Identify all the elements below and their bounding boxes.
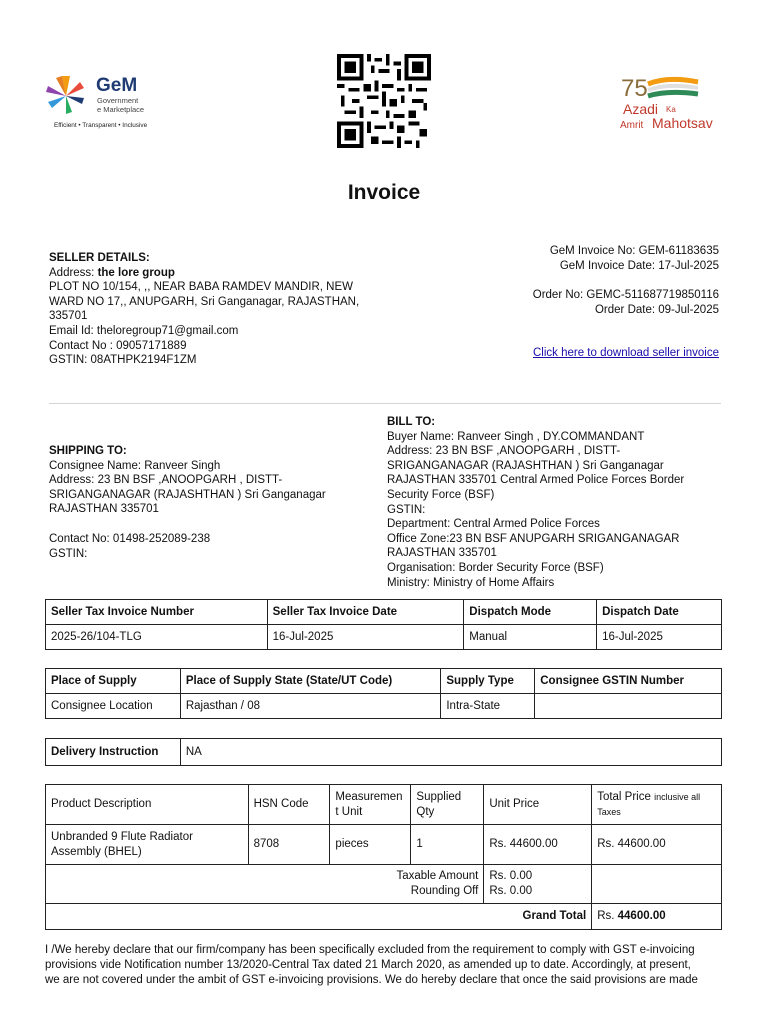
header-total-note: Taxes xyxy=(597,806,621,817)
flag-saffron-stripe xyxy=(648,79,698,84)
table-header-cell: Dispatch Mode xyxy=(464,600,597,625)
header-unit-price: Unit Price xyxy=(484,785,592,825)
grand-total-label: Grand Total xyxy=(46,904,592,930)
shipping-details xyxy=(49,444,369,561)
header-unit-line: Measuremen xyxy=(335,790,403,803)
bill-to-buyer: Buyer Name: Ranveer Singh , DY.COMMANDANT xyxy=(387,430,645,443)
table-header-cell: Supply Type xyxy=(441,669,535,694)
table-row xyxy=(46,904,722,930)
table-row xyxy=(46,625,722,650)
product-description xyxy=(46,825,249,865)
seller-heading: SELLER DETAILS: xyxy=(49,252,150,264)
table-cell: Intra-State xyxy=(441,694,535,719)
table-cell: 16-Jul-2025 xyxy=(267,625,464,650)
seller-address-line: PLOT NO 10/154, ,, NEAR BABA RAMDEV MANDIR, NEW xyxy=(49,281,353,294)
delivery-instruction-table xyxy=(45,738,722,766)
declaration-line: provisions vide Notification number 13/2020-Central Tax dated 21 March 2020, as amended up to date. Accordingly, at present, xyxy=(45,959,691,971)
subtotal-values xyxy=(484,865,592,904)
seller-name: the lore group xyxy=(97,266,175,279)
gem-tagline: Efficient • Transparent • Inclusive xyxy=(54,122,148,129)
section-divider xyxy=(49,403,721,404)
table-header-cell: Consignee GSTIN Number xyxy=(535,669,722,694)
rounding-off-label: Rounding Off xyxy=(410,885,479,897)
product-table xyxy=(45,784,722,930)
table-cell: Manual xyxy=(464,625,597,650)
azadi-word: Azadi xyxy=(623,101,659,117)
invoice-meta xyxy=(399,244,719,361)
seller-address-line: WARD NO 17,, ANUPGARH, Sri Ganganagar, RAJASTHAN, xyxy=(49,295,360,308)
bill-to-department: Department: Central Armed Police Forces xyxy=(387,518,600,531)
shipping-address-line: RAJASTHAN 335701 xyxy=(49,503,159,516)
header-total-price xyxy=(592,785,722,825)
shipping-gstin: GSTIN: xyxy=(49,547,88,560)
grand-total-cell xyxy=(592,904,722,930)
bill-to-organisation: Organisation: Border Security Force (BSF) xyxy=(387,561,604,574)
gem-logo-wordmark: GeM xyxy=(96,75,138,96)
gem-sub-line-1: Government xyxy=(97,96,139,105)
product-description-line: Assembly (BHEL) xyxy=(51,845,142,858)
azadi-amrit: Amrit xyxy=(620,120,644,131)
azadi-75-text: 75 xyxy=(621,75,648,102)
table-header-row xyxy=(46,600,722,625)
bill-to-address-line: RAJASTHAN 335701 Central Armed Police Forces Border xyxy=(387,474,685,487)
product-unit-price: Rs. 44600.00 xyxy=(484,825,592,865)
product-qty: 1 xyxy=(411,825,484,865)
page-title: Invoice xyxy=(347,181,421,204)
gem-invoice-date: GeM Invoice Date: 17-Jul-2025 xyxy=(559,259,719,272)
seller-contact: Contact No : 09057171889 xyxy=(49,339,187,352)
gem-invoice-no: GeM Invoice No: GEM-61183635 xyxy=(549,245,719,257)
gem-logo-subtitle xyxy=(97,97,144,114)
bill-to-ministry: Ministry: Ministry of Home Affairs xyxy=(387,576,555,589)
azadi-mahotsav: Mahotsav xyxy=(652,115,713,131)
grand-total-value: 44600.00 xyxy=(617,910,666,923)
shipping-heading: SHIPPING TO: xyxy=(49,445,127,457)
header-total-label: Total Price xyxy=(597,790,655,803)
table-header-row xyxy=(46,785,722,825)
supply-table xyxy=(45,668,722,719)
bill-to-heading: BILL TO: xyxy=(387,416,436,428)
subtotal-labels xyxy=(46,865,484,904)
header-unit-line: t Unit xyxy=(335,805,363,818)
product-unit: pieces xyxy=(330,825,411,865)
grand-total-prefix: Rs. xyxy=(597,910,618,923)
bill-to-address-line: SRIGANGANAGAR (RAJASHTHAN ) Sri Ganganagar xyxy=(387,459,664,472)
table-header-cell: Place of Supply xyxy=(46,669,181,694)
table-cell: Consignee Location xyxy=(46,694,181,719)
order-date: Order Date: 09-Jul-2025 xyxy=(594,303,719,316)
order-no: Order No: GEMC-511687719850116 xyxy=(532,289,719,302)
azadi-ka: Ka xyxy=(666,105,676,114)
table-header-cell: Dispatch Date xyxy=(597,600,722,625)
product-total-price: Rs. 44600.00 xyxy=(592,825,722,865)
tax-invoice-table xyxy=(45,599,722,650)
table-header-cell: Place of Supply State (State/UT Code) xyxy=(180,669,441,694)
azadi-ka-amrit-mahotsav-logo xyxy=(618,70,728,132)
seller-email: Email Id: theloregroup71@gmail.com xyxy=(49,324,239,337)
download-seller-invoice-link[interactable]: Click here to download seller invoice xyxy=(532,347,719,360)
header-total-note: inclusive all xyxy=(654,791,701,802)
taxable-amount-value: Rs. 0.00 xyxy=(489,870,533,883)
seller-details xyxy=(49,251,389,368)
bill-to-gstin: GSTIN: xyxy=(387,503,426,516)
seller-address-line: 335701 xyxy=(49,310,88,323)
gst-declaration xyxy=(45,943,725,988)
table-row xyxy=(46,865,722,904)
seller-address-name xyxy=(49,266,389,281)
shipping-contact: Contact No: 01498-252089-238 xyxy=(49,532,211,545)
declaration-line: we are not covered under the ambit of GST e-invoicing provisions. We do hereby declare that once the said provisions are made xyxy=(45,974,698,986)
shipping-consignee: Consignee Name: Ranveer Singh xyxy=(49,459,221,472)
flag-white-stripe xyxy=(648,86,698,90)
header-qty-line: Supplied xyxy=(416,790,462,803)
qr-code-icon xyxy=(334,54,434,148)
bill-to-office-zone: RAJASTHAN 335701 xyxy=(387,547,497,560)
taxable-amount-label: Taxable Amount xyxy=(396,870,479,883)
header-supplied-qty xyxy=(411,785,484,825)
header-qty-line: Qty xyxy=(416,805,435,818)
table-row xyxy=(46,739,722,766)
shipping-address-line: SRIGANGANAGAR (RAJASHTHAN ) Sri Ganganagar xyxy=(49,488,326,501)
header-measurement-unit xyxy=(330,785,411,825)
table-header-cell: Seller Tax Invoice Number xyxy=(46,600,268,625)
table-cell: 2025-26/104-TLG xyxy=(46,625,268,650)
address-label: Address: xyxy=(49,266,98,279)
table-header-cell: Seller Tax Invoice Date xyxy=(267,600,464,625)
table-cell: Rajasthan / 08 xyxy=(180,694,441,719)
table-header-row xyxy=(46,669,722,694)
subtotal-empty-cell xyxy=(592,865,722,904)
delivery-instruction-label: Delivery Instruction xyxy=(46,739,181,766)
flag-green-stripe xyxy=(648,92,698,96)
table-row xyxy=(46,825,722,865)
product-description-line: Unbranded 9 Flute Radiator xyxy=(51,830,193,843)
table-cell xyxy=(535,694,722,719)
bill-to-address-line: Address: 23 BN BSF ,ANOOPGARH , DISTT- xyxy=(387,445,621,458)
bill-to-details xyxy=(387,415,722,590)
rounding-off-value: Rs. 0.00 xyxy=(489,885,533,897)
gem-sub-line-2: e Marketplace xyxy=(97,104,145,114)
table-cell: 16-Jul-2025 xyxy=(597,625,722,650)
bill-to-address-line: Security Force (BSF) xyxy=(387,488,495,501)
header-hsn-code: HSN Code xyxy=(248,785,330,825)
table-row xyxy=(46,694,722,719)
delivery-instruction-value: NA xyxy=(180,739,721,766)
product-hsn: 8708 xyxy=(248,825,330,865)
seller-gstin: GSTIN: 08ATHPK2194F1ZM xyxy=(49,354,197,367)
shipping-address-line: Address: 23 BN BSF ,ANOOPGARH , DISTT- xyxy=(49,474,283,487)
bill-to-office-zone: Office Zone:23 BN BSF ANUPGARH SRIGANGANAGAR xyxy=(387,532,680,545)
header-product-description: Product Description xyxy=(46,785,249,825)
declaration-line: I /We hereby declare that our firm/company has been specifically excluded from the requirement to comply with GST e-invoicing xyxy=(45,944,695,956)
